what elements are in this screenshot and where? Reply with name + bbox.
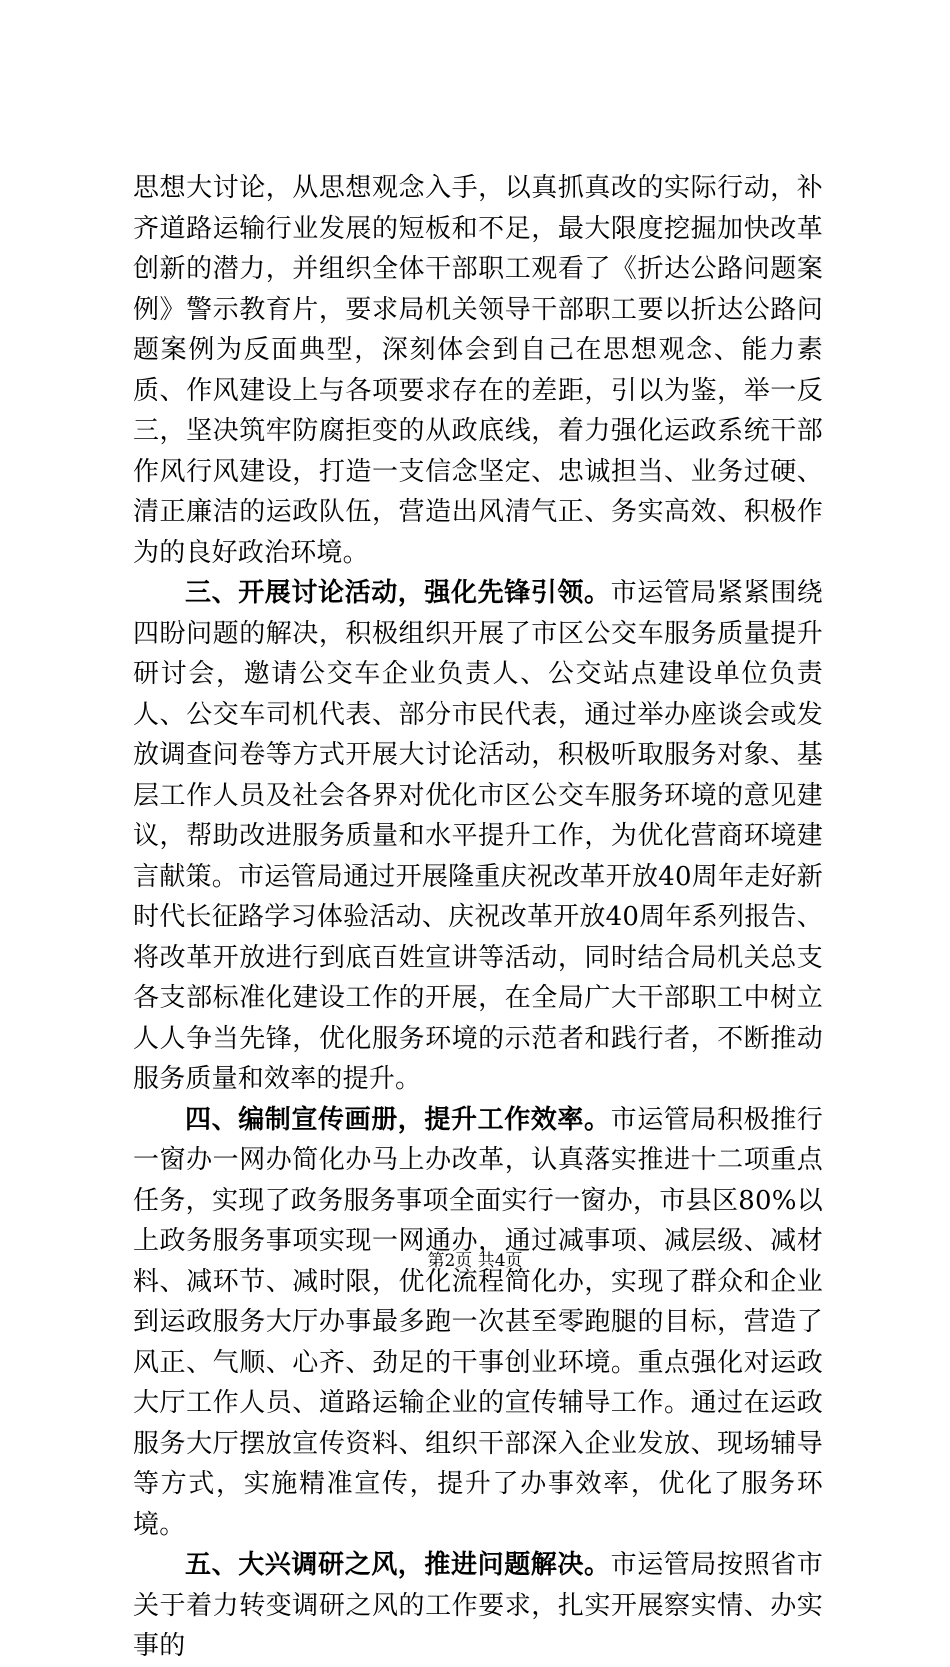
paragraph-text: 市运管局紧紧围绕四盼问题的解决，积极组织开展了市区公交车服务质量提升研讨会，邀请公交车企业负责人、公交站点建设单位负责人、公交车司机代表、部分市民代表，通过举办座谈会或发放调查问卷等方式开展大讨论活动，积极听取服务对象、基层工作人员及社会各界对优化市区公交车服务环境的意见建议，帮助改进服务质量和水平提升工作，为优化营商环境建言献策。市运管局通过开展隆重庆祝改革开放40周年走好新时代长征路学习体验活动、庆祝改革开放40周年系列报告、将改革开放进行到底百姓宣讲等活动，同时结合局机关总支各支部标准化建设工作的开展，在全局广大干部职工中树立人人争当先锋，优化服务环境的示范者和践行者，不断推动服务质量和效率的提升。 [133, 578, 823, 1094]
paragraph-text: 市运管局按照省市关于着力转变调研之风的工作要求，扎实开展察实情、办实事的 [133, 1550, 823, 1661]
section-heading: 五、大兴调研之风，推进问题解决。 [185, 1550, 611, 1580]
section-heading: 三、开展讨论活动，强化先锋引领。 [185, 578, 611, 608]
paragraph-text: 市运管局积极推行一窗办一网办简化办马上办改革，认真落实推进十二项重点任务，实现了政务服务事项全面实行一窗办，市县区80%以上政务服务事项实现一网通办，通过减事项、减层级、减材料、减环节、减时限，优化流程简化办，实现了群众和企业到运政服务大厅办事最多跑一次甚至零跑腿的目标，营造了风正、气顺、心齐、劲足的干事创业环境。重点强化对运政大厅工作人员、道路运输企业的宣传辅导工作。通过在运政服务大厅摆放宣传资料、组织干部深入企业发放、现场辅导等方式，实施精准宣传，提升了办事效率，优化了服务环境。 [133, 1104, 823, 1540]
paragraph-text: 思想大讨论，从思想观念入手，以真抓真改的实际行动，补齐道路运输行业发展的短板和不足，最大限度挖掘加快改革创新的潜力，并组织全体干部职工观看了《折达公路问题案例》警示教育片，要求局机关领导干部职工要以折达公路问题案例为反面典型，深刻体会到自己在思想观念、能力素质、作风建设上与各项要求存在的差距，引以为鉴，举一反三，坚决筑牢防腐拒变的从政底线，着力强化运政系统干部作风行风建设，打造一支信念坚定、忠诚担当、业务过硬、清正廉洁的运政队伍，营造出风清气正、务实高效、积极作为的良好政治环境。 [133, 173, 823, 568]
section-heading: 四、编制宣传画册，提升工作效率。 [185, 1104, 611, 1135]
document-body [133, 168, 823, 1667]
paragraph-section-4 [133, 1100, 823, 1546]
paragraph-section-3 [133, 573, 823, 1100]
page-footer: 第2页 共4页 [427, 1251, 523, 1271]
paragraph-continuation [133, 168, 823, 573]
paragraph-section-5 [133, 1545, 823, 1667]
